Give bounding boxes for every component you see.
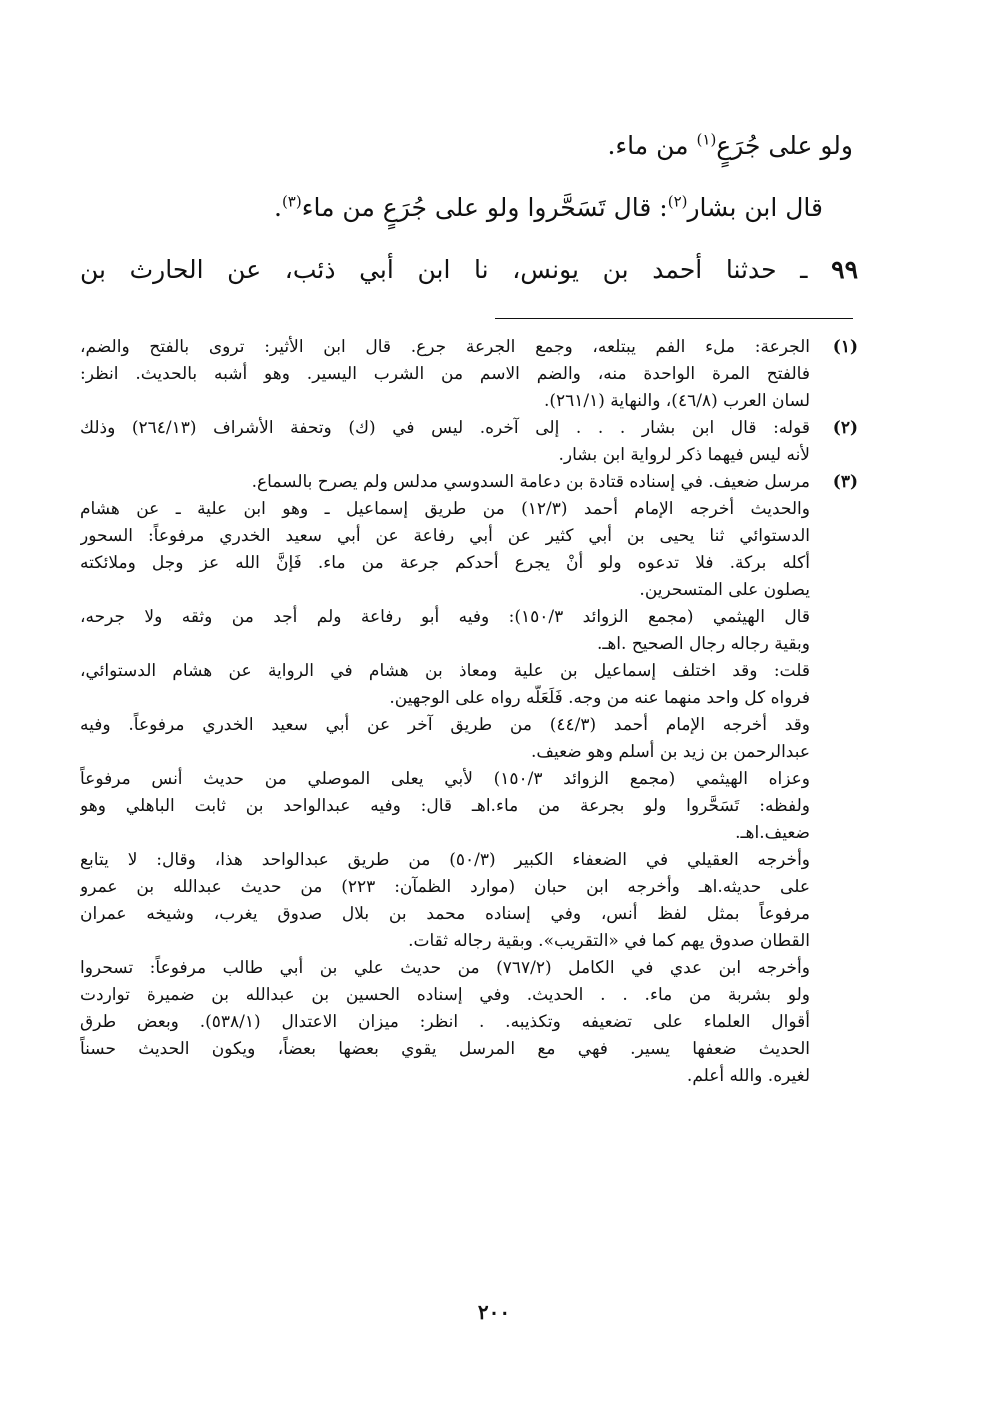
footnote-number: (٣) [832, 472, 858, 492]
footnote-line: على حديثه.اهـ وأخرجه ابن حبان (موارد الظمآن: ٢٢٣) من حديث عبدالله بن عمرو [80, 877, 810, 897]
footnote-3 [80, 469, 858, 1090]
main-line-1-b: من ماء. [607, 131, 697, 160]
footnote-1 [80, 334, 858, 415]
footnote-line: وقد أخرجه الإمام أحمد (٤٤/٣) من طريق آخر عن أبي سعيد الخدري مرفوعاً. وفيه [80, 715, 810, 735]
footnote-line: القطان صدوق يهم كما في «التقريب». وبقية رجاله ثقات. [408, 931, 810, 951]
footnote-ref-1: (١) [696, 130, 717, 149]
footnote-number: (٢) [832, 418, 858, 438]
footnote-line: ضعيف.اهـ. [735, 823, 810, 843]
footnote-body [80, 334, 810, 415]
main-line-2-c: . [273, 193, 282, 222]
footnote-line: وأخرجه ابن عدي في الكامل (٧٦٧/٢) من حديث علي بن أبي طالب مرفوعاً: تسحروا [80, 958, 810, 978]
footnote-line: يصلون على المتسحرين. [639, 580, 810, 600]
footnote-line: الدستوائي ثنا يحيى بن أبي كثير عن أبي رفاعة عن أبي سعيد الخدري مرفوعاً: السحور [80, 526, 810, 546]
footnote-line: لغيره. والله أعلم. [686, 1066, 810, 1086]
main-line-2-b: : قال تَسَحَّروا ولو على جُرَعٍ من ماء [301, 193, 668, 222]
footnote-line: قلت: وقد اختلف إسماعيل بن علية ومعاذ بن هشام في الرواية عن هشام الدستوائي، [80, 661, 810, 681]
footnote-line: قوله: قال ابن بشار . . . إلى آخره. ليس في (ك) وتحفة الأشراف (٢٦٤/١٣) وذلك [80, 418, 810, 438]
footnote-line: وأخرجه العقيلي في الضعفاء الكبير (٥٠/٣) من طريق عبدالواحد هذا، وقال: لا يتابع [80, 850, 810, 870]
footnotes [80, 334, 858, 1090]
footnote-line: عبدالرحمن بن زيد بن أسلم وهو ضعيف. [530, 742, 810, 762]
main-line-1 [80, 128, 853, 164]
main-line-1-a: ولو على جُرَعٍ [716, 131, 853, 160]
footnote-ref-2: (٢) [667, 192, 688, 211]
hadith-number: ٩٩ [831, 255, 858, 284]
footnote-line: والحديث أخرجه الإمام أحمد (١٢/٣) من طريق إسماعيل ـ وهو ابن علية ـ عن هشام [80, 499, 810, 519]
main-line-2-a: قال ابن بشار [687, 193, 823, 222]
footnote-line: فالفتح المرة الواحدة منه، والضم الاسم من الشرب اليسير. وهو أشبه بالحديث. انظر: [80, 364, 810, 384]
footnote-line: أقوال العلماء على تضعيفه وتكذيبه. . انظر: ميزان الاعتدال (٥٣٨/١). وبعض طرق [80, 1012, 810, 1032]
footnote-separator [495, 318, 853, 319]
footnote-line: فرواه كل واحد منهما عنه من وجه. فَلَعَلَّه رواه على الوجهين. [389, 688, 810, 708]
footnote-line: الجرعة: ملء الفم يبتلعه، وجمع الجرعة جرع. قال ابن الأثير: تروى بالفتح والضم، [80, 337, 810, 357]
footnote-body [80, 469, 810, 1090]
footnote-line: وعزاه الهيثمي (مجمع الزوائد ١٥٠/٣) لأبي يعلى الموصلي من حديث أنس مرفوعاً [80, 769, 810, 789]
main-line-3-text: ـ حدثنا أحمد بن يونس، نا ابن أبي ذئب، عن الحارث بن [80, 255, 832, 284]
footnote-line: قال الهيثمي (مجمع الزوائد ١٥٠/٣): وفيه أبو رفاعة ولم أجد من وثقه ولا جرحه، [80, 607, 810, 627]
footnote-line: لأنه ليس فيهما ذكر لرواية ابن بشار. [558, 445, 810, 465]
footnote-line: أكله بركة. فلا تدعوه ولو أنْ يجرع أحدكم جرعة من ماء. فَإنَّ الله عز وجل وملائكته [80, 553, 810, 573]
page-number: ٢٠٠ [477, 1300, 511, 1324]
main-line-2 [80, 190, 853, 226]
footnote-2 [80, 415, 858, 469]
footnote-line: ولفظه: تَسَحَّروا ولو بجرعة من ماء.اهـ قال: وفيه عبدالواحد بن ثابت الباهلي وهو [80, 796, 810, 816]
footnote-line: مرفوعاً بمثل لفظ أنس، وفي إسناده محمد بن بلال صدوق يغرب، وشيخه عمران [80, 904, 810, 924]
footnote-number: (١) [832, 337, 858, 357]
footnote-ref-3: (٣) [281, 192, 302, 211]
footnote-line: الحديث ضعفها يسير. فهي مع المرسل يقوي بعضها بعضاً، ويكون الحديث حسناً [80, 1039, 810, 1059]
main-line-3 [80, 252, 858, 288]
footnote-line: وبقية رجاله رجال الصحيح .اهـ. [596, 634, 810, 654]
footnote-line: ولو بشربة من ماء. . . الحديث. وفي إسناده الحسين بن عبدالله بن ضميرة تواردت [80, 985, 810, 1005]
footnote-line: لسان العرب (٤٦/٨)، والنهاية (٢٦١/١). [543, 391, 810, 411]
footnote-body [80, 415, 810, 469]
footnote-line: مرسل ضعيف. في إسناده قتادة بن دعامة السدوسي مدلس ولم يصرح بالسماع. [251, 472, 810, 492]
